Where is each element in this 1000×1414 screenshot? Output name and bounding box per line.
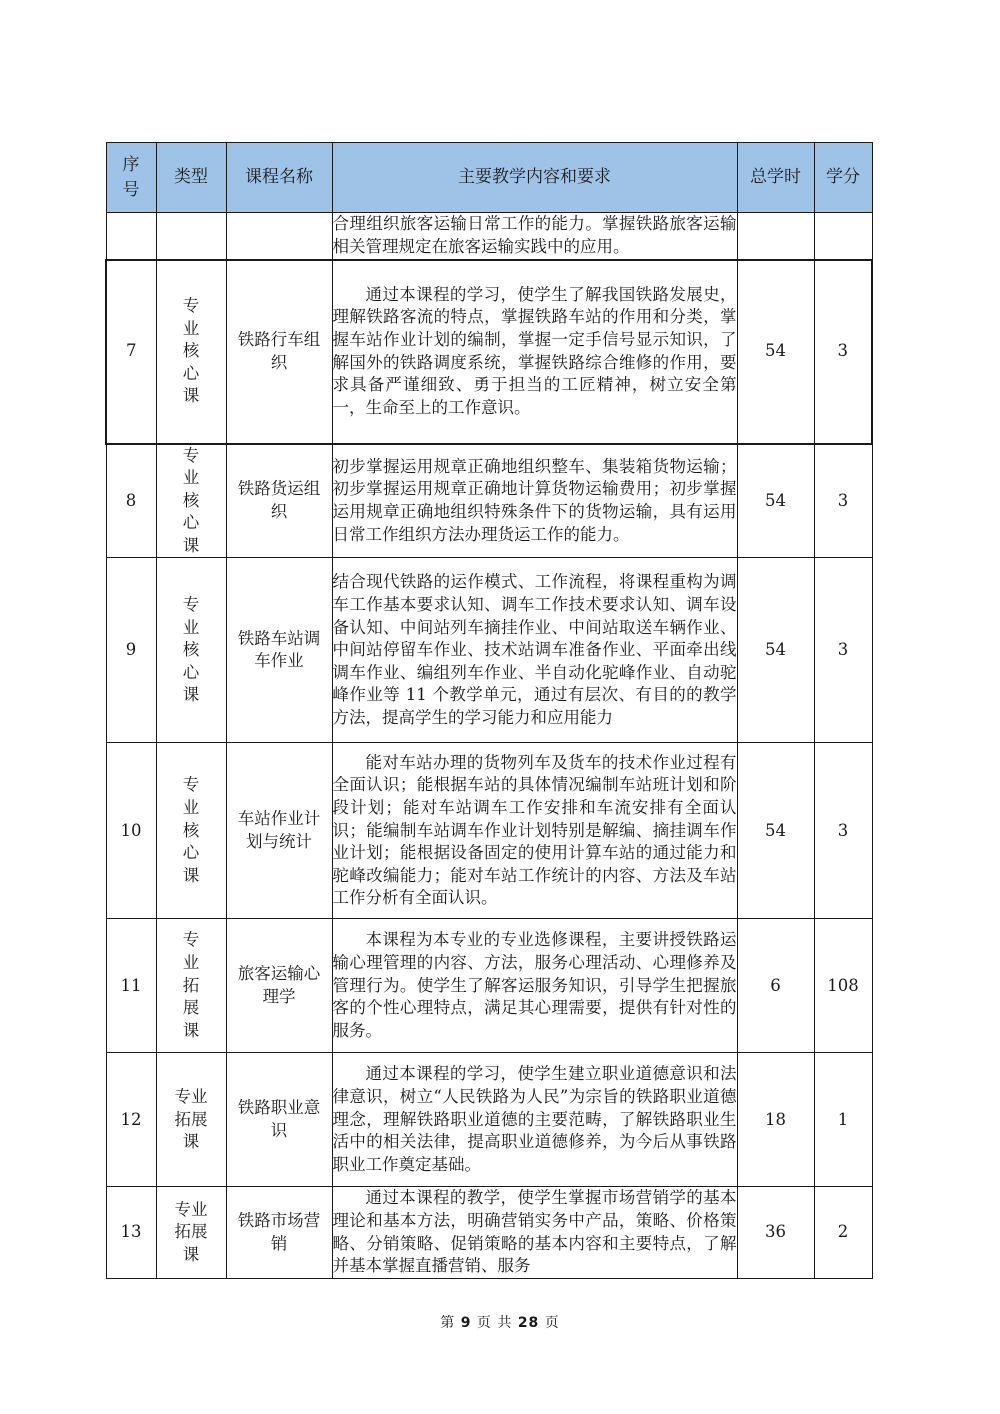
- footer-total-pages: 28: [517, 1315, 540, 1331]
- cell-type: 专业核心课: [156, 743, 226, 919]
- cell-no: 7: [106, 260, 156, 444]
- cell-type: [156, 213, 226, 260]
- cell-type: 专业核心课: [156, 558, 226, 743]
- page-footer: [0, 1312, 1000, 1332]
- cell-no: 10: [106, 743, 156, 919]
- cell-content: 通过本课程的教学，使学生掌握市场营销学的基本理论和基本方法，明确营销实务中产品，策略、价格策略、分销策略、促销策略的基本内容和主要特点，了解并基本掌握直播营销、服务: [332, 1187, 737, 1278]
- header-name: 课程名称: [226, 143, 332, 213]
- table-row: [106, 919, 872, 1053]
- cell-name: 车站作业计划与统计: [226, 743, 332, 919]
- cell-content: 结合现代铁路的运作模式、工作流程，将课程重构为调车工作基本要求认知、调车工作技术要求认知、调车设备认知、中间站列车摘挂作业、中间站取送车辆作业、中间站停留车作业、技术站调车准备作业、平面牵出线调车作业、编组列车作业、半自动化驼峰作业、自动驼峰作业等 11 个教学单元，通过有层次、有目的的教学方法，提高学生的学习能力和应用能力: [332, 558, 737, 743]
- table-row: [106, 558, 872, 743]
- cell-hours: 18: [737, 1053, 814, 1187]
- cell-name: 铁路职业意识: [226, 1053, 332, 1187]
- header-type: 类型: [156, 143, 226, 213]
- footer-middle: 页 共: [476, 1315, 513, 1331]
- header-hours: 总学时: [737, 143, 814, 213]
- table-row: [106, 1187, 872, 1278]
- cell-type: 专业核心课: [156, 444, 226, 558]
- cell-hours: 36: [737, 1187, 814, 1278]
- cell-name: 铁路行车组织: [226, 260, 332, 444]
- cell-type: 专业核心课: [156, 260, 226, 444]
- cell-credit: 108: [814, 919, 872, 1053]
- cell-no: [106, 213, 156, 260]
- footer-current-page: 9: [460, 1315, 472, 1331]
- cell-no: 13: [106, 1187, 156, 1278]
- header-content: 主要教学内容和要求: [332, 143, 737, 213]
- cell-name: 旅客运输心理学: [226, 919, 332, 1053]
- cell-type: 专业拓展课: [156, 1053, 226, 1187]
- header-no: 序号: [106, 143, 156, 213]
- cell-no: 12: [106, 1053, 156, 1187]
- cell-no: 11: [106, 919, 156, 1053]
- cell-type: 专业拓展课: [156, 919, 226, 1053]
- header-credit: 学分: [814, 143, 872, 213]
- cell-hours: 54: [737, 558, 814, 743]
- footer-suffix: 页: [544, 1315, 560, 1331]
- cell-hours: 54: [737, 444, 814, 558]
- cell-credit: 3: [814, 260, 872, 444]
- cell-credit: 1: [814, 1053, 872, 1187]
- cell-content: 合理组织旅客运输日常工作的能力。掌握铁路旅客运输相关管理规定在旅客运输实践中的应用。: [332, 213, 737, 260]
- cell-name: 铁路市场营销: [226, 1187, 332, 1278]
- cell-content: 初步掌握运用规章正确地组织整车、集装箱货物运输；初步掌握运用规章正确地计算货物运输费用；初步掌握运用规章正确地组织特殊条件下的货物运输，具有运用日常工作组织方法办理货运工作的能力。: [332, 444, 737, 558]
- cell-credit: 3: [814, 444, 872, 558]
- cell-type: 专业拓展课: [156, 1187, 226, 1278]
- cell-content: 通过本课程的学习，使学生建立职业道德意识和法律意识，树立“人民铁路为人民”为宗旨的铁路职业道德理念，理解铁路职业道德的主要范畴，了解铁路职业生活中的相关法律，提高职业道德修养，为今后从事铁路职业工作奠定基础。: [332, 1053, 737, 1187]
- cell-name: 铁路车站调车作业: [226, 558, 332, 743]
- cell-credit: 2: [814, 1187, 872, 1278]
- table-row: [106, 444, 872, 558]
- cell-no: 8: [106, 444, 156, 558]
- cell-content: 本课程为本专业的专业选修课程，主要讲授铁路运输心理管理的内容、方法，服务心理活动、心理修养及管理行为。使学生了解客运服务知识，引导学生把握旅客的个性心理特点，满足其心理需要，提供有针对性的服务。: [332, 919, 737, 1053]
- cell-name: [226, 213, 332, 260]
- cell-content: 能对车站办理的货物列车及货车的技术作业过程有全面认识；能根据车站的具体情况编制车站班计划和阶段计划；能对车站调车工作安排和车流安排有全面认识；能编制车站调车作业计划特别是解编、摘挂调车作业计划；能根据设备固定的使用计算车站的通过能力和驼峰改编能力；能对车站工作统计的内容、方法及车站工作分析有全面认识。: [332, 743, 737, 919]
- cell-no: 9: [106, 558, 156, 743]
- cell-name: 铁路货运组织: [226, 444, 332, 558]
- cell-hours: [737, 213, 814, 260]
- course-table: [105, 142, 873, 1279]
- table-row-continuation: [106, 213, 872, 260]
- cell-hours: 6: [737, 919, 814, 1053]
- table-row: [106, 1053, 872, 1187]
- cell-credit: 3: [814, 558, 872, 743]
- cell-hours: 54: [737, 743, 814, 919]
- table-row: [106, 260, 872, 444]
- cell-credit: [814, 213, 872, 260]
- table-header-row: [106, 143, 872, 213]
- cell-credit: 3: [814, 743, 872, 919]
- cell-content: 通过本课程的学习，使学生了解我国铁路发展史，理解铁路客流的特点，掌握铁路车站的作用和分类，掌握车站作业计划的编制，掌握一定手信号显示知识，了解国外的铁路调度系统，掌握铁路综合维修的作用，要求具备严谨细致、勇于担当的工匠精神，树立安全第一，生命至上的工作意识。: [332, 260, 737, 444]
- cell-hours: 54: [737, 260, 814, 444]
- footer-prefix: 第: [440, 1315, 456, 1331]
- table-row: [106, 743, 872, 919]
